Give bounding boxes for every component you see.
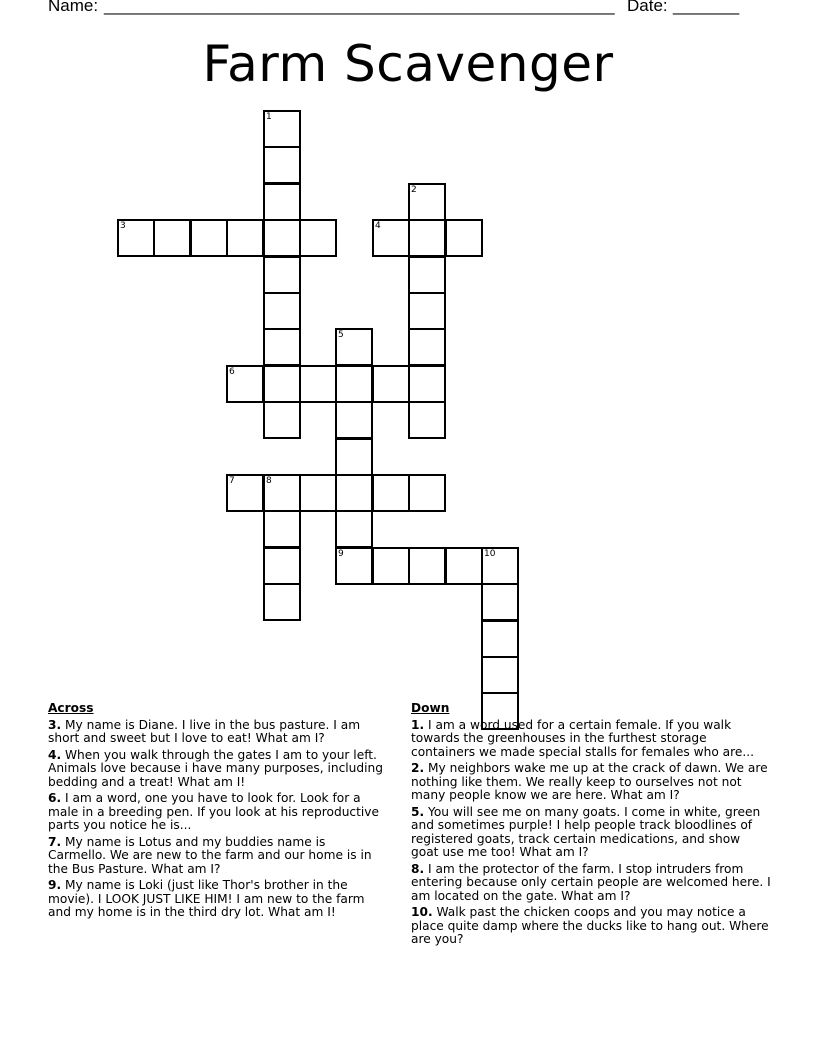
grid-cell[interactable] [263,146,301,184]
grid-cell[interactable] [190,219,228,257]
grid-cell[interactable] [263,365,301,403]
cell-number: 4 [375,221,381,231]
grid-cell[interactable] [372,474,410,512]
grid-cell[interactable] [263,583,301,621]
grid-cell[interactable] [263,547,301,585]
grid-cell[interactable] [226,219,264,257]
clue-text: I am a word, one you have to look for. Look for a male in a breeding pen. If you look at his reproductive parts you notice he is... [48,791,379,832]
cell-number: 10 [484,549,496,559]
grid-cell[interactable] [226,365,264,403]
grid-cell[interactable] [445,219,483,257]
date-field[interactable]: _______ [673,0,740,15]
clue-down-2 [411,762,771,803]
clue-down-10 [411,906,771,947]
clue-across-3 [48,719,384,746]
grid-cell[interactable] [299,474,337,512]
grid-cell[interactable] [408,219,446,257]
cell-number: 8 [266,476,272,486]
clue-number: 7. [48,834,62,849]
grid-cell[interactable] [408,183,446,221]
name-field[interactable]: ______________________________________________________ [104,0,615,15]
grid-cell[interactable] [408,328,446,366]
across-heading: Across [48,701,94,715]
grid-cell[interactable] [408,474,446,512]
grid-cell[interactable] [263,292,301,330]
name-label: Name: [48,0,99,15]
grid-cell[interactable] [299,365,337,403]
clue-text: Walk past the chicken coops and you may notice a place quite damp where the ducks like to hang out. Where are you? [411,905,769,946]
cell-number: 1 [266,112,272,122]
grid-cell[interactable] [408,256,446,294]
grid-cell[interactable] [335,547,373,585]
cell-number: 6 [229,367,235,377]
cell-number: 3 [120,221,126,231]
clue-number: 2. [411,761,425,775]
down-clues [411,702,771,950]
cell-number: 2 [411,185,417,195]
down-heading: Down [411,701,450,715]
clue-text: My name is Lotus and my buddies name is Carmello. We are new to the farm and our home is in the Bus Pasture. What am I? [48,834,372,876]
clue-number: 4. [48,747,62,762]
grid-cell[interactable] [263,256,301,294]
grid-cell[interactable] [299,219,337,257]
grid-cell[interactable] [408,401,446,439]
grid-cell[interactable] [445,547,483,585]
clue-down-1 [411,719,771,760]
clue-across-6 [48,792,384,833]
grid-cell[interactable] [408,365,446,403]
clue-text: My name is Diane. I live in the bus pasture. I am short and sweet but I love to eat! What am I? [48,717,361,745]
grid-cell[interactable] [335,401,373,439]
clue-number: 9. [48,878,62,892]
grid-cell[interactable] [263,183,301,221]
date-label: Date: [627,0,668,15]
clue-number: 3. [48,717,62,732]
grid-cell[interactable] [263,219,301,257]
grid-cell[interactable] [335,365,373,403]
cell-number: 5 [338,330,344,340]
clue-text: I am a word used for a certain female. If you walk towards the greenhouses in the furthest storage containers we made special stalls for females who are... [411,717,754,759]
grid-cell[interactable] [481,583,519,621]
cell-number: 9 [338,549,344,559]
page-title: Farm Scavenger [202,35,614,93]
clue-number: 6. [48,791,62,805]
grid-cell[interactable] [263,474,301,512]
grid-cell[interactable] [372,547,410,585]
grid-cell[interactable] [335,510,373,548]
grid-cell[interactable] [335,438,373,476]
grid-cell[interactable] [226,474,264,512]
clue-number: 8. [411,861,425,876]
clue-number: 1. [411,717,425,732]
clue-number: 10. [411,905,433,919]
grid-cell[interactable] [263,510,301,548]
grid-cell[interactable] [335,474,373,512]
grid-cell[interactable] [263,328,301,366]
clue-across-4 [48,749,384,790]
cell-number: 7 [229,476,235,486]
grid-cell[interactable] [263,110,301,148]
grid-cell[interactable] [372,365,410,403]
grid-cell[interactable] [481,620,519,658]
grid-cell[interactable] [263,401,301,439]
clue-text: When you walk through the gates I am to your left. Animals love because i have many purposes, including bedding and a treat! What am I! [48,747,383,789]
clue-across-9 [48,879,384,920]
grid-cell[interactable] [481,547,519,585]
clue-text: I am the protector of the farm. I stop intruders from entering because only certain people are welcomed here. I am located on the gate. What am I? [411,861,771,903]
grid-cell[interactable] [372,219,410,257]
clue-text: You will see me on many goats. I come in white, green and sometimes purple! I help people track bloodlines of registered goats, track certain medications, and show goat use me too! What am I? [411,804,761,859]
grid-cell[interactable] [153,219,191,257]
clue-down-5 [411,806,771,860]
clue-down-8 [411,863,771,904]
grid-cell[interactable] [335,328,373,366]
across-clues [48,702,384,923]
clue-across-7 [48,836,384,877]
grid-cell[interactable] [408,292,446,330]
grid-cell[interactable] [481,656,519,694]
clue-number: 5. [411,804,425,819]
grid-cell[interactable] [408,547,446,585]
grid-cell[interactable] [117,219,155,257]
clue-text: My name is Loki (just like Thor's brother in the movie). I LOOK JUST LIKE HIM! I am new to the farm and my home is in the third dry lot. What am I! [48,878,365,919]
clue-text: My neighbors wake me up at the crack of dawn. We are nothing like them. We really keep to ourselves not not many people know we are here. What am I? [411,761,768,802]
